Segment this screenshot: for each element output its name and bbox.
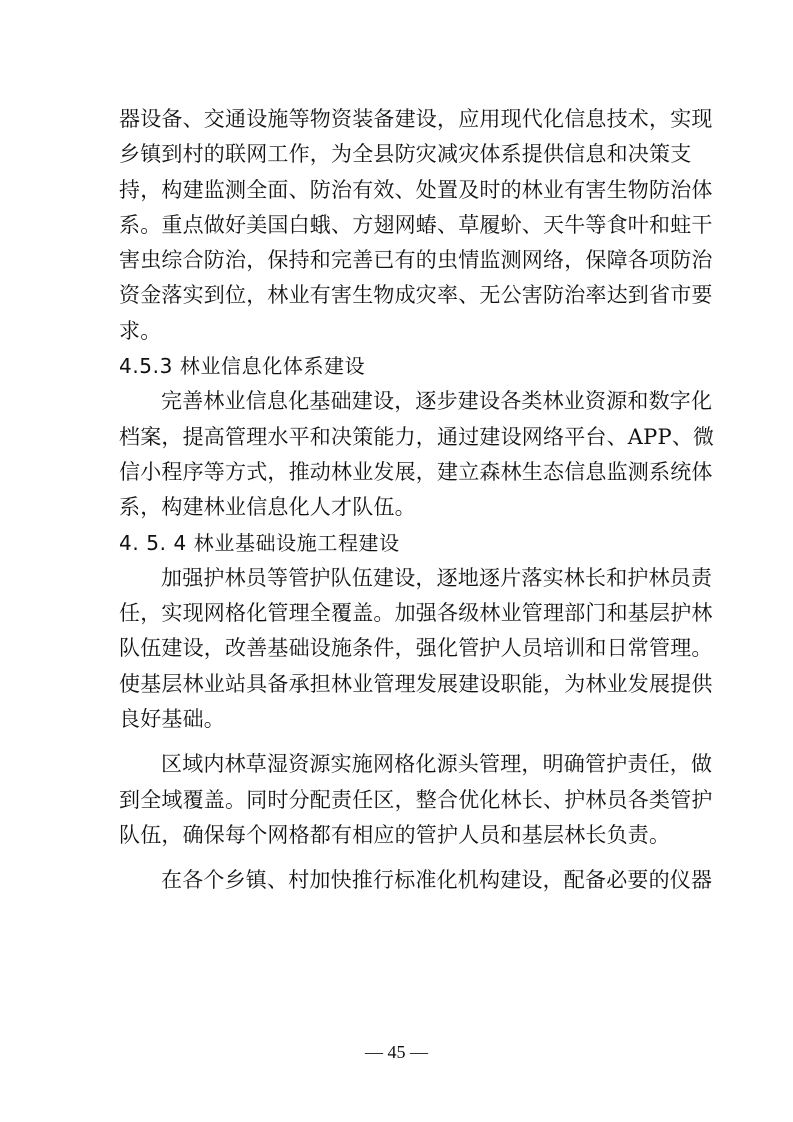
section-heading-4-5-3: 4.5.3 林业信息化体系建设 (119, 354, 366, 379)
paragraph-line: 持，构建监测全面、防治有效、处置及时的林业有害生物防治体 (119, 177, 713, 202)
paragraph-line: 队伍，确保每个网格都有相应的管护人员和基层林长负责。 (119, 822, 671, 847)
paragraph-line: 求。 (119, 318, 162, 343)
body-text (119, 102, 715, 899)
paragraph-3 (119, 561, 713, 737)
paragraph-line: 加强护林员等管护队伍建设，逐地逐片落实林长和护林员责 (161, 565, 713, 590)
paragraph-line: 完善林业信息化基础建设，逐步建设各类林业资源和数字化 (161, 389, 713, 414)
paragraph-line: 信小程序等方式，推动林业发展，建立森林生态信息监测系统体 (119, 459, 713, 484)
paragraph-spacer (119, 853, 679, 863)
paragraph-5 (119, 863, 713, 898)
paragraph-line: 使基层林业站具备承担林业管理发展建设职能，为林业发展提供 (119, 671, 713, 696)
paragraph-line: 区域内林草湿资源实施网格化源头管理，明确管护责任，做 (161, 752, 713, 777)
paragraph-line: 系，构建林业信息化人才队伍。 (119, 495, 416, 520)
paragraph-line: 资金落实到位，林业有害生物成灾率、无公害防治率达到省市要 (119, 283, 713, 308)
paragraph-spacer (119, 737, 679, 747)
paragraph-line: 器设备、交通设施等物资装备建设，应用现代化信息技术，实现 (119, 107, 713, 131)
paragraph-line: 到全域覆盖。同时分配责任区，整合优化林长、护林员各类管护 (119, 787, 713, 812)
paragraph-1 (119, 102, 713, 349)
paragraph-2 (119, 384, 715, 525)
paragraph-line: 系。重点做好美国白蛾、方翅网蝽、草履蚧、天牛等食叶和蛀干 (119, 212, 713, 237)
paragraph-line: 良好基础。 (119, 707, 225, 732)
paragraph-line: 乡镇到村的联网工作，为全县防灾减灾体系提供信息和决策支 (119, 142, 692, 167)
paragraph-line: 队伍建设，改善基础设施条件，强化管护人员培训和日常管理。 (119, 636, 713, 661)
section-heading-4-5-4: 4. 5. 4 林业基础设施工程建设 (119, 530, 400, 555)
paragraph-line: 任，实现网格化管理全覆盖。加强各级林业管理部门和基层护林 (119, 601, 713, 626)
paragraph-line: 在各个乡镇、村加快推行标准化机构建设，配备必要的仪器 (161, 868, 713, 893)
paragraph-line: 害虫综合防治，保持和完善已有的虫情监测网络，保障各项防治 (119, 248, 713, 273)
paragraph-line: 档案，提高管理水平和决策能力，通过建设网络平台、APP、微 (119, 424, 715, 449)
paragraph-4 (119, 747, 713, 853)
page-number: — 45 — (365, 1042, 428, 1062)
